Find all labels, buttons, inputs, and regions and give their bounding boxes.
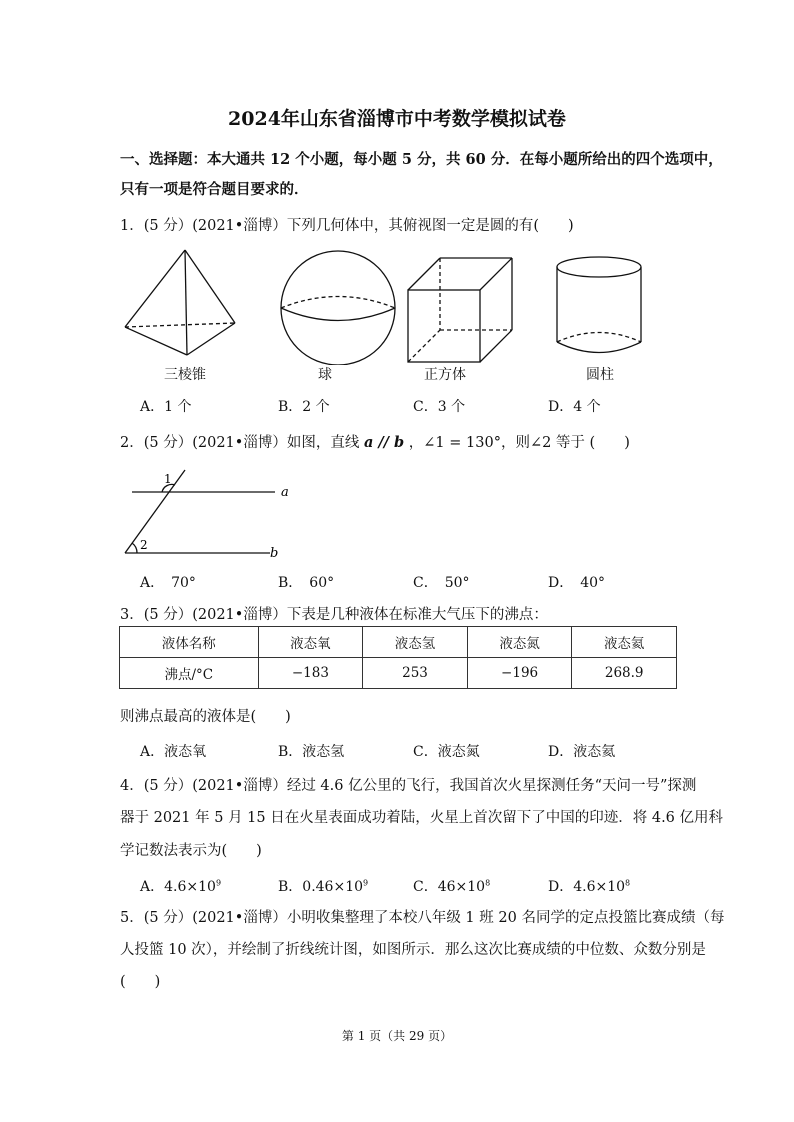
cube-drawing	[408, 258, 512, 362]
q4-option-a-base: 4.6×10	[164, 879, 216, 895]
q3-option-b[interactable]: B．液态氢	[278, 744, 345, 760]
triangular-pyramid-drawing	[125, 250, 235, 355]
q4-option-d-exp: 8	[625, 878, 631, 888]
table-cell: 液态氧	[258, 627, 363, 658]
q1-option-a[interactable]: A．1 个	[140, 399, 192, 415]
question-4-line1: 4．(5 分）(2021•淄博）经过 4.6 亿公里的飞行，我国首次火星探测任务“天问一号”探测	[120, 778, 697, 794]
table-cell: −196	[467, 658, 572, 689]
question-5-line3: ( )	[120, 974, 161, 990]
q2-option-b[interactable]: B． 60°	[278, 575, 335, 591]
q1-option-d[interactable]: D．4 个	[548, 399, 601, 415]
page-footer: 第 1 页（共 29 页）	[341, 1029, 453, 1043]
table-cell: 268.9	[572, 658, 677, 689]
table-cell: 液态氮	[467, 627, 572, 658]
q2-parallel-lines-figure	[120, 465, 300, 565]
table-cell: 液态氢	[363, 627, 468, 658]
q4-option-b-exp: 9	[363, 878, 369, 888]
question-2-stem	[120, 431, 630, 452]
cylinder-drawing	[557, 257, 641, 353]
q4-option-b-label: B．	[278, 879, 303, 895]
q4-option-a[interactable]	[140, 876, 221, 896]
figure-label-sphere: 球	[318, 367, 332, 383]
q4-option-c[interactable]	[413, 876, 490, 896]
page-title: 2024年山东省淄博市中考数学模拟试卷	[228, 108, 566, 130]
question-4-line2: 器于 2021 年 5 月 15 日在火星表面成功着陆，火星上首次留下了中国的印迹．将 4.6 亿用科	[120, 810, 724, 826]
q2-stem-end: ( )	[589, 435, 630, 451]
q2-stem-mid: ，∠1 = 130°，则∠2 等于	[408, 435, 585, 451]
q2-option-c[interactable]: C． 50°	[413, 575, 470, 591]
line-a-label: a	[281, 485, 289, 500]
sphere-drawing	[281, 251, 395, 365]
q4-option-a-label: A．	[140, 879, 165, 895]
q4-option-b-base: 0.46×10	[302, 879, 364, 895]
line-b-label: b	[270, 546, 279, 561]
q4-option-d-base: 4.6×10	[573, 879, 626, 895]
q1-option-b[interactable]: B．2 个	[278, 399, 330, 415]
table-cell: 液体名称	[120, 627, 259, 658]
figure-label-cube: 正方体	[424, 367, 466, 383]
section-heading-line1: 一、选择题：本大通共 12 个小题，每小题 5 分，共 60 分．在每小题所给出的四个选项中，	[120, 151, 723, 168]
q2-option-a[interactable]: A． 70°	[140, 575, 196, 591]
q3-option-a[interactable]: A．液态氧	[140, 744, 207, 760]
transversal-line	[125, 470, 185, 553]
q4-option-b[interactable]	[278, 876, 368, 896]
q4-option-a-exp: 9	[215, 878, 222, 888]
boiling-point-table	[119, 626, 677, 689]
table-cell: 液态氦	[572, 627, 677, 658]
question-1-stem: 1．(5 分）(2021•淄博）下列几何体中，其俯视图一定是圆的有( )	[120, 218, 574, 234]
question-4-line3: 学记数法表示为( )	[120, 843, 262, 859]
table-row	[120, 658, 677, 689]
q4-option-c-base: 46×10	[437, 879, 486, 895]
question-5-line1: 5．(5 分）(2021•淄博）小明收集整理了本校八年级 1 班 20 名同学的定点投篮比赛成绩（每	[120, 910, 725, 926]
q4-option-c-exp: 8	[485, 878, 491, 888]
question-5-line2: 人投篮 10 次），并绘制了折线统计图，如图所示．那么这次比赛成绩的中位数、众数分别是	[120, 942, 706, 958]
q3-option-c[interactable]: C．液态氮	[413, 744, 480, 760]
q4-option-d[interactable]	[548, 876, 630, 896]
angle-2-label: 2	[140, 538, 148, 552]
q2-option-d[interactable]: D． 40°	[548, 575, 606, 591]
question-3-stem: 3．(5 分）(2021•淄博）下表是几种液体在标准大气压下的沸点：	[120, 607, 548, 623]
q2-stem-prefix: 2．(5 分）(2021•淄博）如图，直线	[120, 435, 360, 451]
q4-option-d-label: D．	[548, 879, 574, 895]
q4-option-c-label: C．	[413, 879, 438, 895]
figure-label-pyramid: 三棱锥	[164, 367, 206, 383]
table-cell: −183	[258, 658, 363, 689]
angle-1-label: 1	[164, 472, 172, 486]
section-heading-line2: 只有一项是符合题目要求的．	[120, 181, 309, 198]
q2-stem-math: a // b	[363, 434, 405, 451]
table-header-row	[120, 627, 677, 658]
q1-solids-figure	[115, 245, 655, 365]
table-cell: 253	[363, 658, 468, 689]
q3-option-d[interactable]: D．液态氦	[548, 744, 616, 760]
figure-label-cylinder: 圆柱	[586, 367, 614, 383]
q1-option-c[interactable]: C．3 个	[413, 399, 466, 415]
question-3-ask: 则沸点最高的液体是( )	[120, 709, 291, 725]
table-cell: 沸点/°C	[120, 658, 259, 689]
